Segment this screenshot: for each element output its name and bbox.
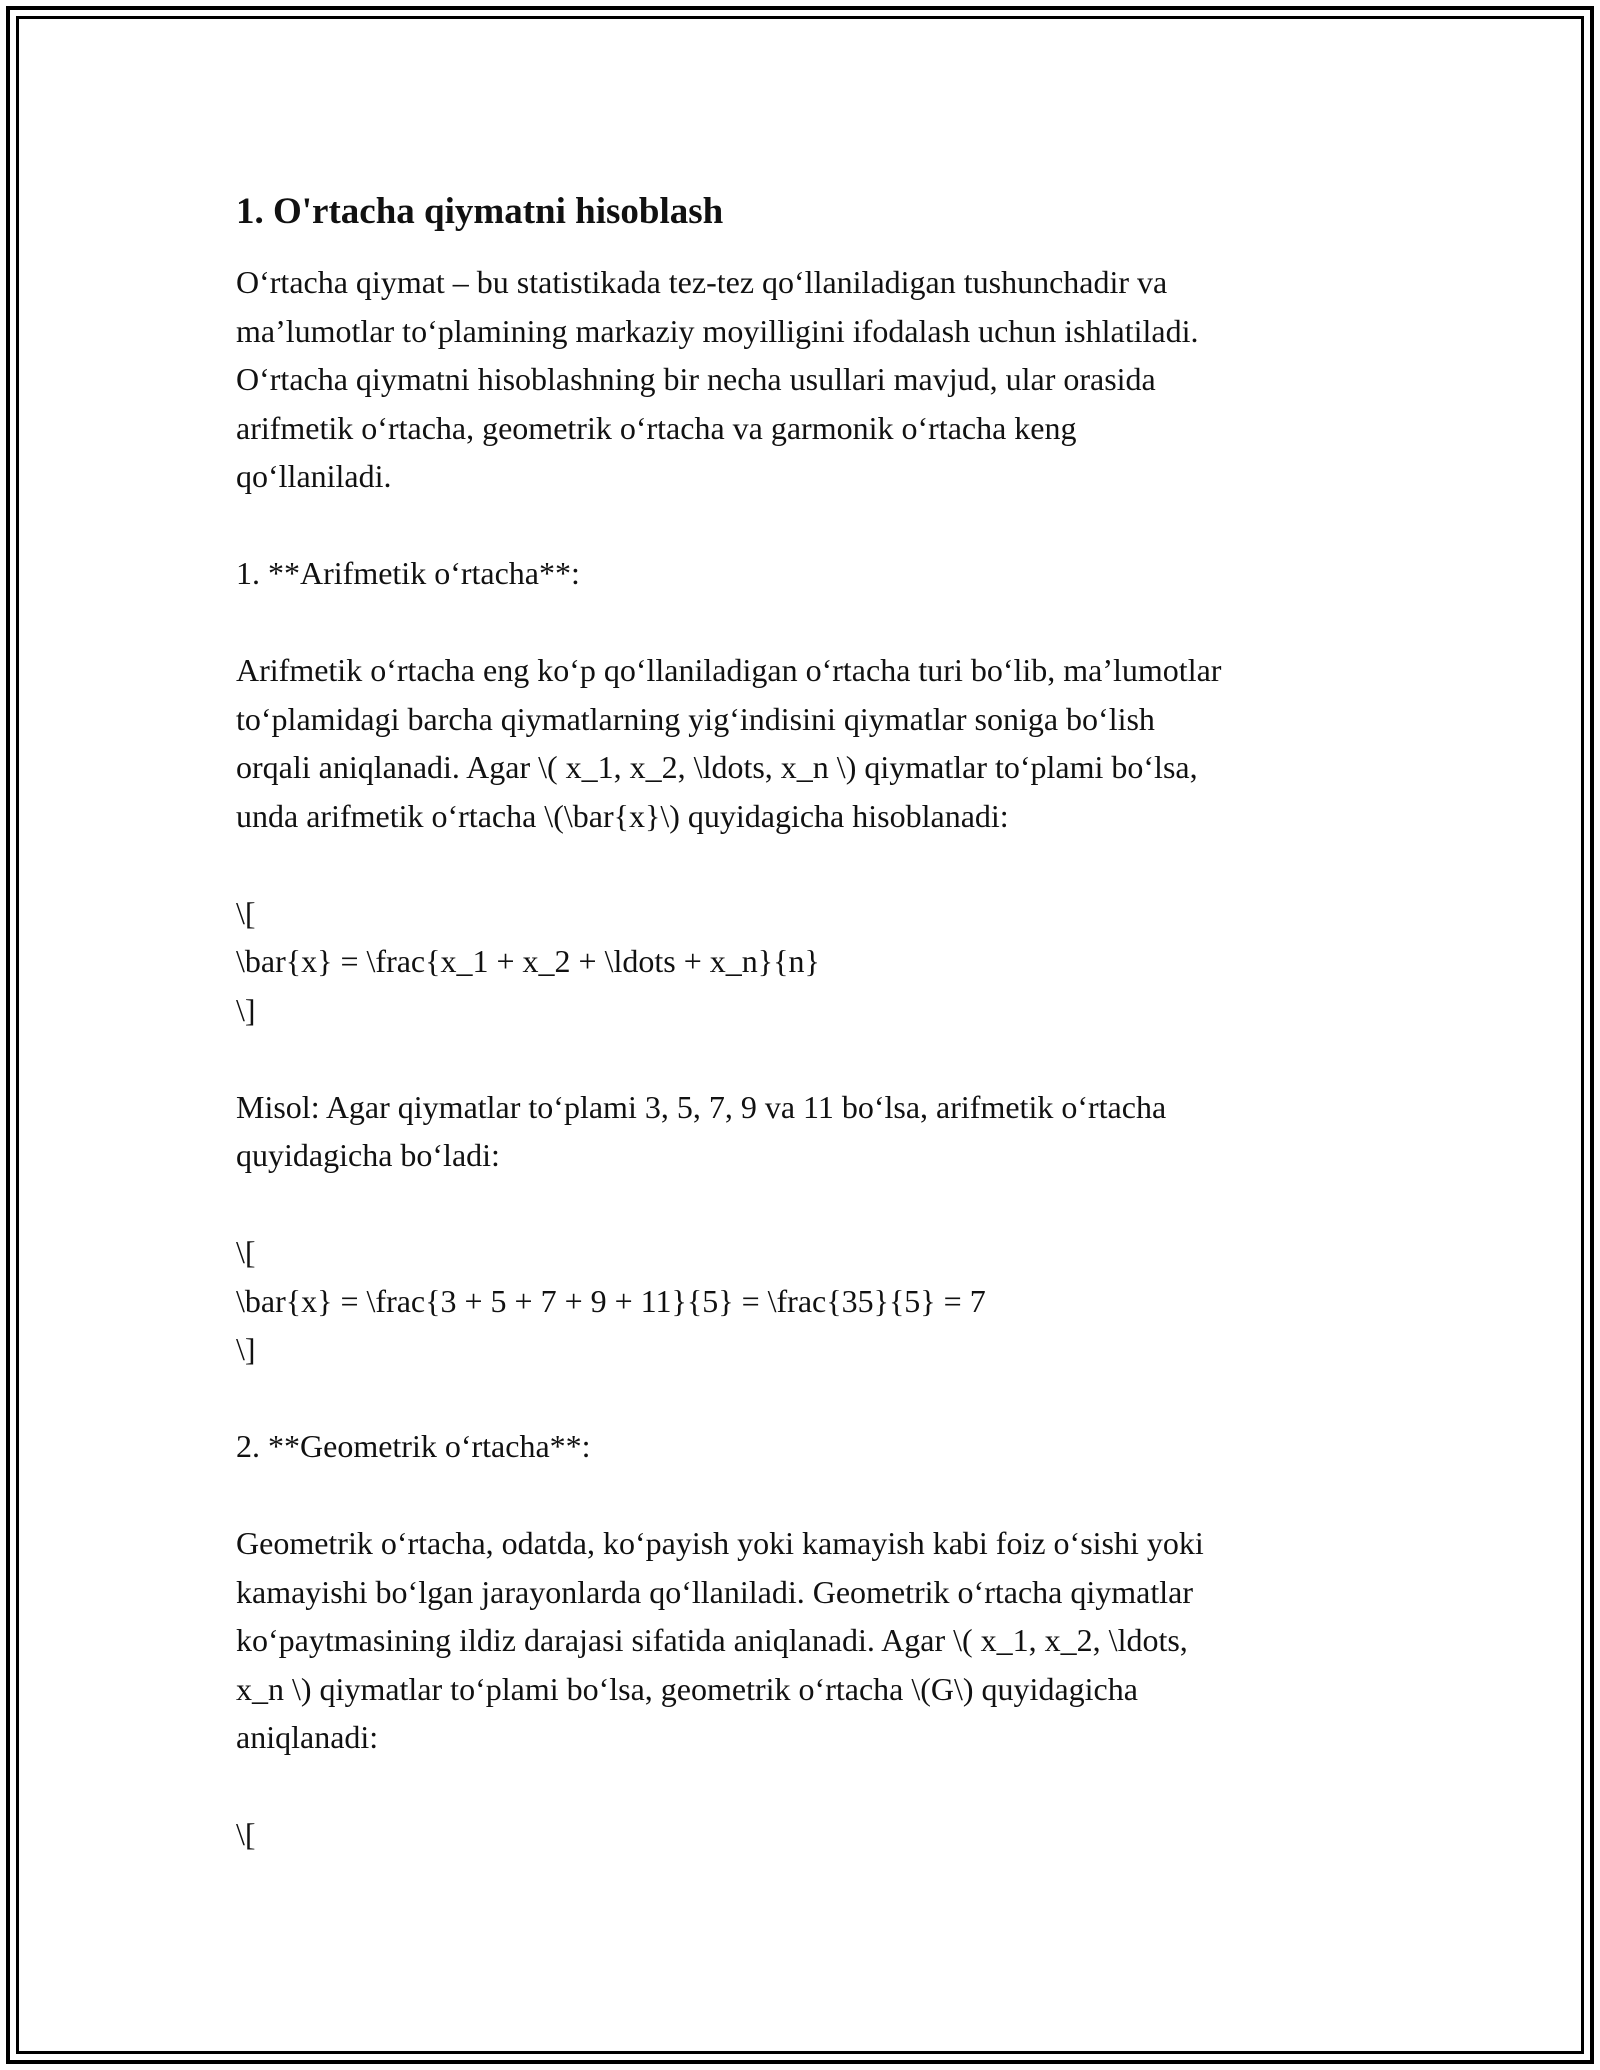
section-heading: 1. O'rtacha qiymatni hisoblash: [236, 191, 724, 232]
text-line: aniqlanadi:: [236, 1719, 379, 1755]
text-line: Geometrik o‘rtacha, odatda, ko‘payish yoki kamayish kabi foiz o‘sishi yoki: [236, 1525, 1204, 1561]
blank-line: [236, 840, 1376, 889]
text-line: \]: [236, 1331, 256, 1367]
text-line: \]: [236, 991, 256, 1028]
text-lines: [236, 258, 1376, 1859]
text-line: Arifmetik o‘rtacha eng ko‘p qo‘llaniladigan o‘rtacha turi bo‘lib, ma’lumotlar: [236, 652, 1222, 688]
text-line: orqali aniqlanadi. Agar \( x_1, x_2, \ldots, x_n \) qiymatlar to‘plami bo‘lsa,: [236, 749, 1198, 785]
blank-line: [236, 598, 1376, 647]
text-line: \bar{x} = \frac{x_1 + x_2 + \ldots + x_n}{n}: [236, 943, 820, 979]
blank-line: [236, 1180, 1376, 1229]
text-line: O‘rtacha qiymatni hisoblashning bir necha usullari mavjud, ular orasida: [236, 361, 1156, 397]
blank-line: [236, 1034, 1376, 1083]
blank-line: [236, 1471, 1376, 1520]
text-line: ma’lumotlar to‘plamining markaziy moyilligini ifodalash uchun ishlatiladi.: [236, 312, 1199, 349]
text-line: \[: [236, 1234, 256, 1270]
text-line: O‘rtacha qiymat – bu statistikada tez-tez qo‘llaniladigan tushunchadir va: [236, 264, 1168, 300]
document-body: [236, 188, 1376, 1859]
text-line: kamayishi bo‘lgan jarayonlarda qo‘llaniladi. Geometrik o‘rtacha qiymatlar: [236, 1573, 1193, 1610]
text-line: qo‘llaniladi.: [236, 458, 392, 494]
text-line: \[: [236, 1816, 256, 1852]
text-line: ko‘paytmasining ildiz darajasi sifatida aniqlanadi. Agar \( x_1, x_2, \ldots,: [236, 1622, 1188, 1658]
blank-line: [236, 1374, 1376, 1423]
text-line: arifmetik o‘rtacha, geometrik o‘rtacha va garmonik o‘rtacha keng: [236, 409, 1077, 446]
text-line: to‘plamidagi barcha qiymatlarning yig‘indisini qiymatlar soniga bo‘lish: [236, 700, 1155, 737]
text-line: x_n \) qiymatlar to‘plami bo‘lsa, geometrik o‘rtacha \(G\) quyidagicha: [236, 1670, 1138, 1707]
text-line: quyidagicha bo‘ladi:: [236, 1137, 500, 1173]
text-line: \bar{x} = \frac{3 + 5 + 7 + 9 + 11}{5} = \frac{35}{5} = 7: [236, 1282, 986, 1319]
text-line: 2. **Geometrik o‘rtacha**:: [236, 1428, 591, 1464]
text-line: 1. **Arifmetik o‘rtacha**:: [236, 555, 580, 591]
blank-line: [236, 1762, 1376, 1811]
text-line: unda arifmetik o‘rtacha \(\bar{x}\) quyidagicha hisoblanadi:: [236, 797, 1009, 834]
text-line: \[: [236, 894, 256, 931]
text-line: Misol: Agar qiymatlar to‘plami 3, 5, 7, 9 va 11 bo‘lsa, arifmetik o‘rtacha: [236, 1088, 1167, 1125]
blank-line: [236, 501, 1376, 550]
